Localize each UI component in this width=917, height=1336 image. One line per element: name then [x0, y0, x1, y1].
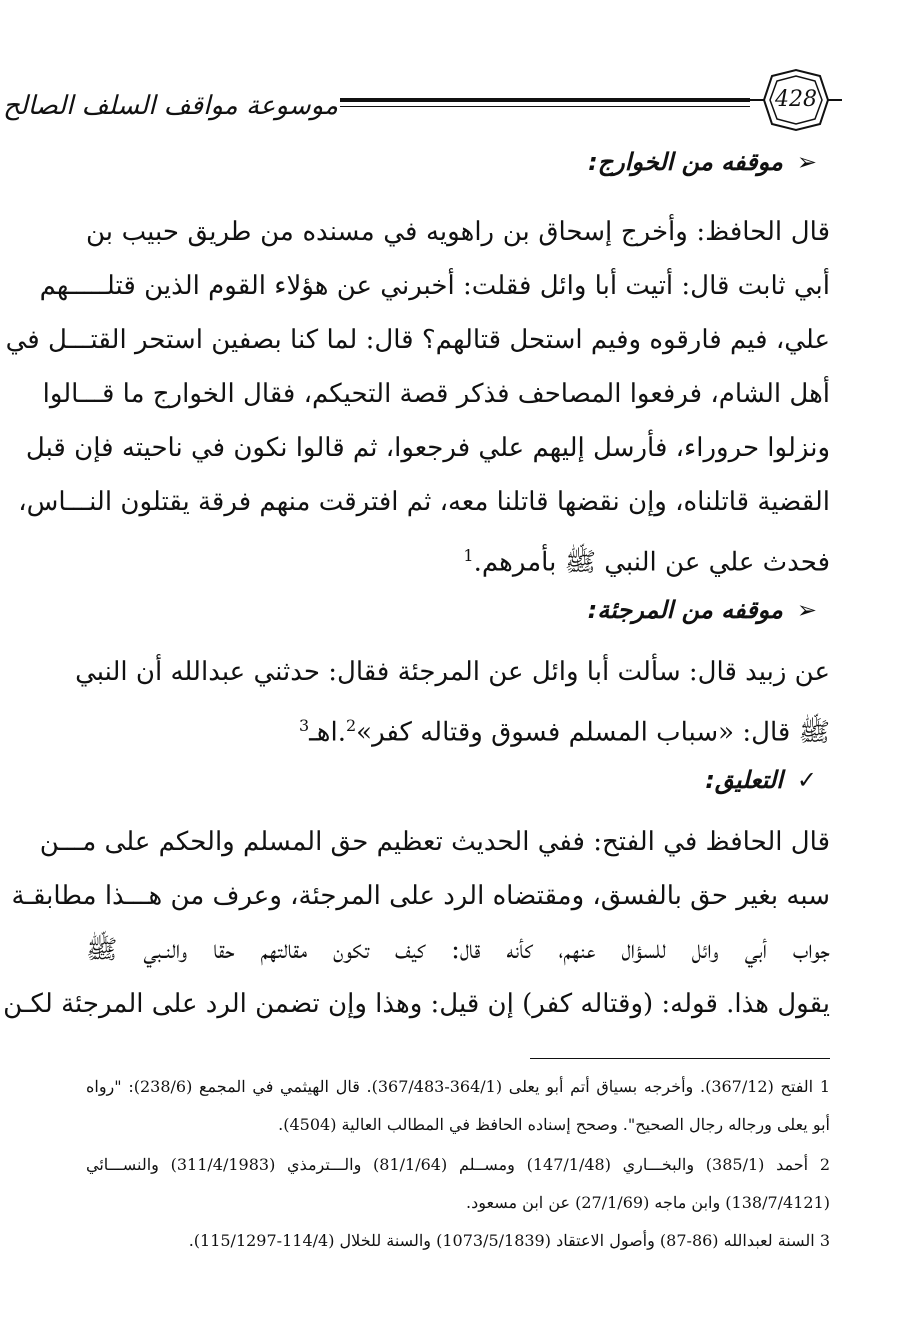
section-heading-khawarij — [97, 140, 817, 184]
paragraph-line: قال الحافظ في الفتح: ففي الحديث تعظيم حق المسلم والحكم على مـــن — [39, 827, 830, 857]
footnote-ref: 3 — [298, 716, 310, 735]
footnote-ref: 2 — [345, 716, 357, 735]
paragraph-line-last — [86, 534, 830, 578]
paragraph-line: عن زبيد قال: سألت أبا وائل عن المرجئة فقال: حدثني عبدالله أن النبي — [75, 657, 830, 687]
paragraph-line: علي، فيم فارقوه وفيم استحل قتالهم؟ قال: لما كنا بصفين استحر القتـــل في — [5, 325, 830, 355]
paragraph-line: سبه بغير حق بالفسق، ومقتضاه الرد على المرجئة، وعرف من هـــذا مطابقـة — [11, 881, 830, 911]
paragraph-line: أبي ثابت قال: أتيت أبا وائل فقلت: أخبرني عن هؤلاء القوم الذين قتلـــــهم — [39, 271, 830, 301]
section-heading-commentary — [97, 758, 817, 802]
footnote-ref: 1 — [463, 546, 474, 565]
section-heading-murjia — [97, 588, 817, 632]
paragraph-line: أهل الشام، فرفعوا المصاحف فذكر قصة التحيكم، فقال الخوارج ما قـــالوا — [42, 379, 830, 409]
paragraph-text: فحدث علي عن النبي ﷺ بأمرهم. — [473, 547, 830, 578]
checkmark-icon: ✓ — [796, 766, 817, 794]
footnote-line: أبو يعلى ورجاله رجال الصحيح". وصحح إسناده الحافظ في المطالب العالية (4504). — [278, 1115, 830, 1134]
paragraph-line: ونزلوا حروراء، فأرسل إليهم علي فرجعوا، ثم قالوا نكون في ناحيته فإن قبل — [25, 433, 830, 463]
page-number: 428 — [775, 87, 817, 112]
footnote-line: 1 الفتح (367/12). وأخرجه بسياق أتم أبو يعلى (364/1-367/483). قال الهيثمي في المجمع (238/6): "رواه — [86, 1077, 830, 1096]
page-number-badge — [750, 68, 842, 132]
footnote-line: (138/7/4121) وابن ماجه (27/1/69) عن ابن مسعود. — [466, 1193, 830, 1212]
paragraph-line: يقول هذا. قوله: (وقتاله كفر) إن قيل: وهذا وإن تضمن الرد على المرجئة لكـن — [3, 989, 830, 1019]
paragraph-line: قال الحافظ: وأخرج إسحاق بن راهويه في مسنده من طريق حبيب بن — [86, 217, 830, 247]
paragraph-line: القضية قاتلناه، وإن نقضها قاتلنا معه، ثم افترقت منهم فرقة يقتلون النـــاس، — [18, 487, 830, 517]
header-rule-thin — [340, 106, 750, 107]
paragraph-suffix: .اهـ — [309, 717, 346, 748]
arrow-bullet-icon: ➢ — [796, 596, 817, 624]
section-heading-text: التعليق: — [705, 766, 783, 794]
paragraph-line-last — [86, 704, 830, 748]
footnote-separator — [530, 1058, 830, 1059]
section-heading-text: موقفه من المرجئة: — [587, 596, 783, 624]
paragraph-line: جواب أبي وائل للسؤال عنهم، كأنه قال: كيف تكون مقالتهم حقا والنـبي ﷺ — [86, 935, 830, 965]
book-title: موسوعة مواقف السلف الصالح — [3, 91, 338, 121]
footnote-line: 3 السنة لعبدالله (86-87) وأصول الاعتقاد (1073/5/1839) والسنة للخلال (114/4-115/1297). — [188, 1231, 830, 1250]
section-heading-text: موقفه من الخوارج: — [588, 148, 783, 176]
paragraph-text: ﷺ قال: «سباب المسلم فسوق وقتاله كفر» — [356, 717, 830, 748]
footnote-line: 2 أحمد (385/1) والبخـــاري (147/1/48) ومســلم (81/1/64) والـــترمذي (311/4/1983) والنســـائي — [86, 1155, 831, 1174]
header-rule — [340, 98, 750, 102]
arrow-bullet-icon: ➢ — [796, 148, 817, 176]
page-header — [3, 64, 840, 144]
